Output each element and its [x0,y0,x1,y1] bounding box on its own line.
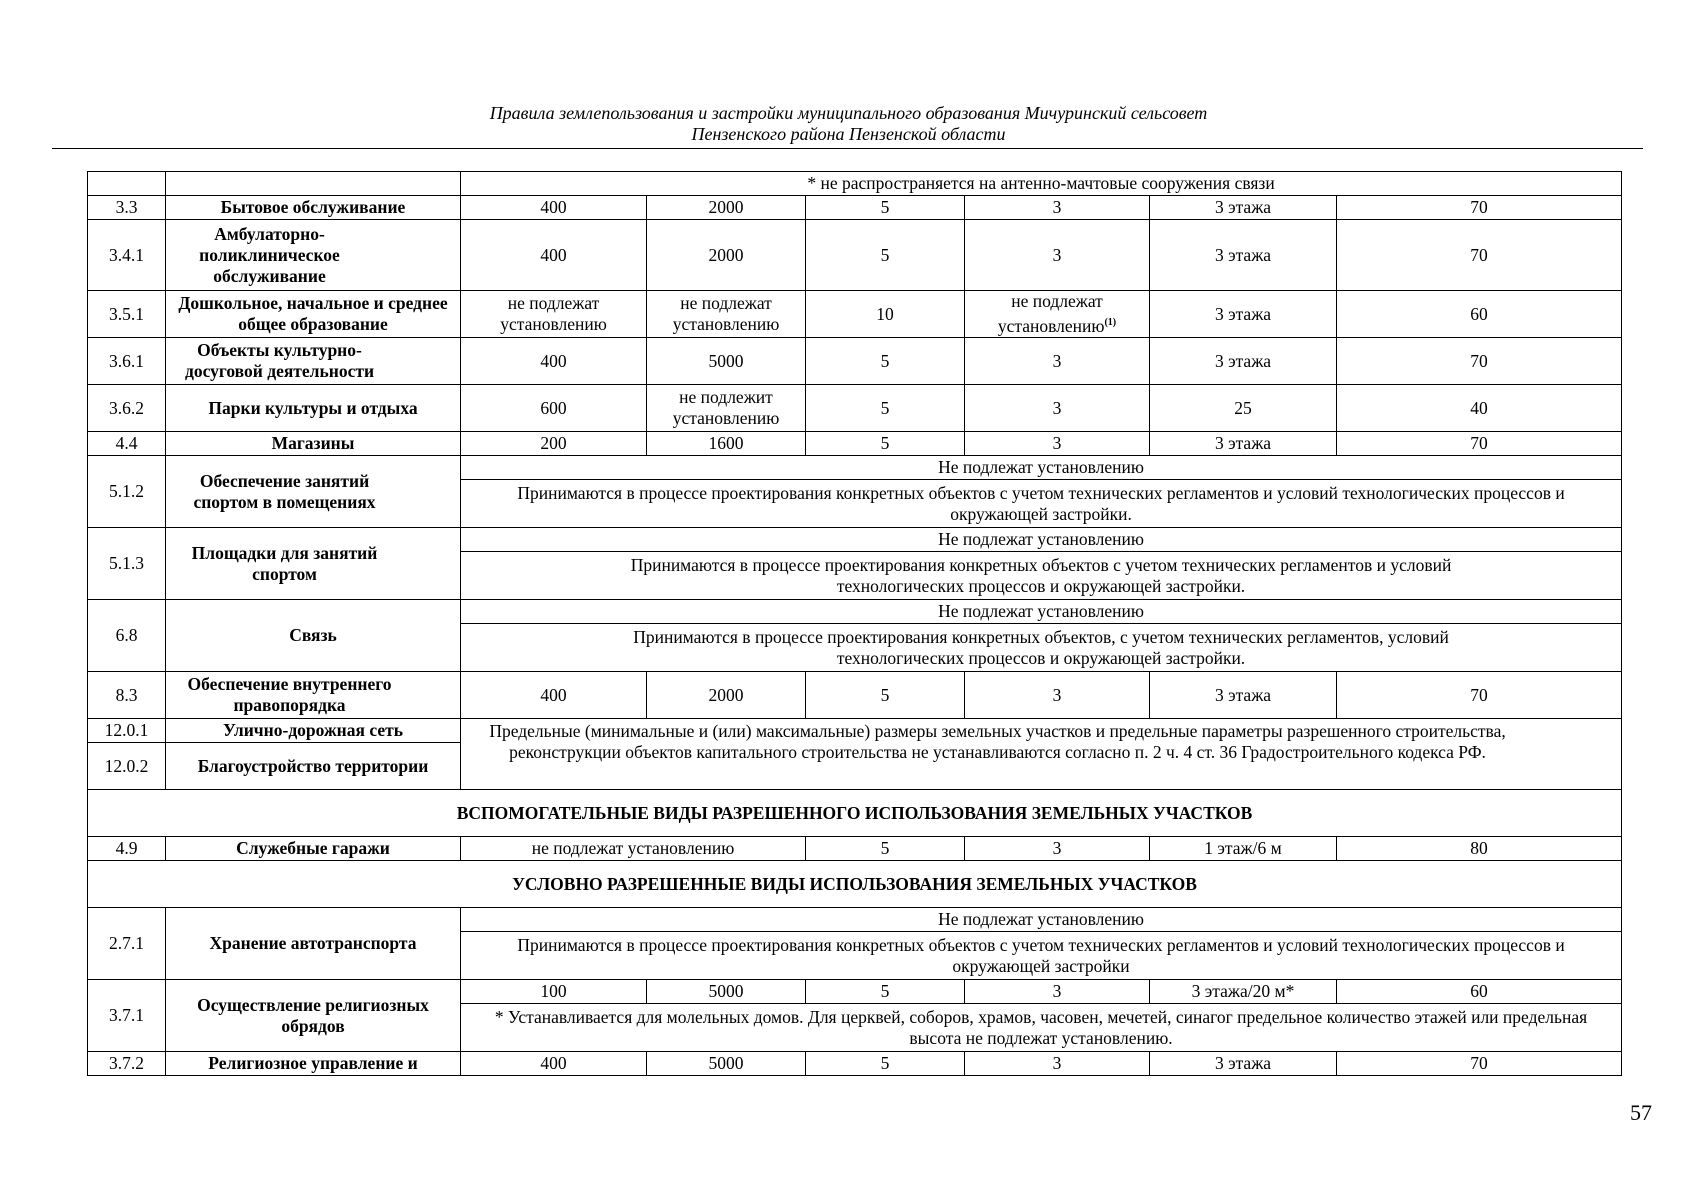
name-cell: Религиозное управление и [166,1052,461,1076]
table-row [88,220,1622,291]
value-cell: не подлежат установлению [647,291,806,338]
span-cell: Не подлежат установлению [461,908,1622,932]
span-cell: Принимаются в процессе проектирования конкретных объектов с учетом технических регламентов и условий технологических процессов и окружающей застройки. [461,552,1622,600]
table-row [88,456,1622,480]
value-cell: 3 этажа/20 м* [1150,980,1337,1004]
value-cell: 60 [1337,980,1622,1004]
value-cell: 3 [965,980,1150,1004]
value-cell: 70 [1337,338,1622,385]
value-cell: 400 [461,1052,647,1076]
value-cell: 70 [1337,220,1622,291]
table-row [88,528,1622,552]
value-cell: 3 этажа [1150,1052,1337,1076]
section-row [88,861,1622,908]
value-cell: 5 [806,432,965,456]
span-cell: Принимаются в процессе проектирования конкретных объектов, с учетом технических регламентов, условий технологических процессов и окружающей застройки. [461,624,1622,672]
name-cell: Обеспечение занятий спортом в помещениях [166,456,461,528]
code-cell: 8.3 [88,672,166,719]
value-cell: 5 [806,338,965,385]
span-cell: Не подлежат установлению [461,600,1622,624]
value-cell: 100 [461,980,647,1004]
name-cell: Улично-дорожная сеть [166,719,461,743]
name-cell: Амбулаторно-поликлиническое обслуживание [166,220,461,291]
value-text: не подлежат установлению [997,291,1105,336]
code-cell: 3.5.1 [88,291,166,338]
value-cell: 70 [1337,432,1622,456]
note-cell: * Устанавливается для молельных домов. Для церквей, соборов, храмов, часовен, мечетей, синагог предельное количество этажей или предельная высота не подлежат установлению. [461,1004,1622,1052]
value-cell: 70 [1337,196,1622,220]
value-cell: 5000 [647,980,806,1004]
header-line-2: Пензенского района Пензенской области [691,124,1006,144]
value-cell: 2000 [647,672,806,719]
value-cell: 5 [806,837,965,861]
table-row [88,980,1622,1004]
table-row [88,837,1622,861]
value-cell: 25 [1150,385,1337,432]
table-row [88,600,1622,624]
name-cell: Площадки для занятий спортом [166,528,461,600]
value-cell: 600 [461,385,647,432]
code-cell: 4.4 [88,432,166,456]
name-cell: Обеспечение внутреннего правопорядка [166,672,461,719]
code-cell: 2.7.1 [88,908,166,980]
value-cell: не подлежат установлению [461,837,806,861]
value-cell: 3 [965,385,1150,432]
table-row [88,432,1622,456]
value-cell: 400 [461,196,647,220]
value-cell: 3 этажа [1150,196,1337,220]
code-cell: 5.1.3 [88,528,166,600]
value-cell: 2000 [647,196,806,220]
header-rule [52,148,1643,149]
name-cell: Хранение автотранспорта [166,908,461,980]
value-cell: 70 [1337,1052,1622,1076]
value-cell: 400 [461,672,647,719]
name-cell [166,172,461,196]
value-cell: 3 [965,432,1150,456]
section-heading: ВСПОМОГАТЕЛЬНЫЕ ВИДЫ РАЗРЕШЕННОГО ИСПОЛЬЗОВАНИЯ ЗЕМЕЛЬНЫХ УЧАСТКОВ [88,790,1622,837]
note-cell: * не распространяется на антенно-мачтовые сооружения связи [461,172,1622,196]
value-cell: 3 этажа [1150,432,1337,456]
value-cell: не подлежат установлению [461,291,647,338]
footnote-mark: (1) [1104,317,1117,329]
table-row [88,291,1622,338]
code-cell: 5.1.2 [88,456,166,528]
value-cell: 200 [461,432,647,456]
header-line-1: Правила землепользования и застройки муниципального образования Мичуринский сельсовет [489,103,1208,123]
value-cell: 400 [461,220,647,291]
name-cell: Дошкольное, начальное и среднее общее образование [166,291,461,338]
table-row [88,385,1622,432]
value-cell: 1 этаж/6 м [1150,837,1337,861]
table-row [88,338,1622,385]
value-cell: 3 [965,196,1150,220]
value-cell: 5 [806,672,965,719]
value-cell: 3 этажа [1150,672,1337,719]
value-cell: 1600 [647,432,806,456]
table-row [88,672,1622,719]
value-cell: 2000 [647,220,806,291]
span-cell: Принимаются в процессе проектирования конкретных объектов с учетом технических регламентов и условий технологических процессов и окружающей застройки [461,932,1622,980]
value-cell: 5 [806,980,965,1004]
name-cell: Благоустройство территории [166,743,461,790]
code-cell: 3.4.1 [88,220,166,291]
value-cell: 5 [806,196,965,220]
code-cell: 12.0.2 [88,743,166,790]
code-cell: 3.6.1 [88,338,166,385]
name-cell: Связь [166,600,461,672]
value-cell: 3 [965,338,1150,385]
value-cell: 3 [965,672,1150,719]
code-cell: 3.6.2 [88,385,166,432]
value-cell: 3 этажа [1150,220,1337,291]
name-cell: Бытовое обслуживание [166,196,461,220]
name-cell: Служебные гаражи [166,837,461,861]
value-cell: 3 этажа [1150,338,1337,385]
section-heading: УСЛОВНО РАЗРЕШЕННЫЕ ВИДЫ ИСПОЛЬЗОВАНИЯ ЗЕМЕЛЬНЫХ УЧАСТКОВ [88,861,1622,908]
name-cell: Магазины [166,432,461,456]
code-cell: 4.9 [88,837,166,861]
value-cell: 5000 [647,1052,806,1076]
name-cell: Парки культуры и отдыха [166,385,461,432]
code-cell [88,172,166,196]
span-cell: Не подлежат установлению [461,456,1622,480]
name-cell: Осуществление религиозных обрядов [166,980,461,1052]
regulations-table [87,171,1622,1076]
value-cell: 10 [806,291,965,338]
value-cell: 5 [806,385,965,432]
table-row [88,908,1622,932]
table-row [88,172,1622,196]
value-cell: 400 [461,338,647,385]
page-number: 57 [1630,1100,1652,1125]
span-cell: Принимаются в процессе проектирования конкретных объектов с учетом технических регламентов и условий технологических процессов и окружающей застройки. [461,480,1622,528]
section-row [88,790,1622,837]
value-cell: 40 [1337,385,1622,432]
page-header [0,103,1697,145]
code-cell: 3.3 [88,196,166,220]
code-cell: 3.7.2 [88,1052,166,1076]
value-cell: 3 [965,1052,1150,1076]
value-cell: не подлежит установлению [647,385,806,432]
table-row [88,719,1622,743]
value-cell: 60 [1337,291,1622,338]
value-cell: 3 [965,837,1150,861]
value-cell: 3 [965,220,1150,291]
value-cell: 80 [1337,837,1622,861]
value-cell: 5000 [647,338,806,385]
value-cell [965,291,1150,338]
table-row [88,196,1622,220]
code-cell: 3.7.1 [88,980,166,1052]
value-cell: 5 [806,220,965,291]
value-cell: 70 [1337,672,1622,719]
table-row [88,1052,1622,1076]
code-cell: 6.8 [88,600,166,672]
code-cell: 12.0.1 [88,719,166,743]
value-cell: 3 этажа [1150,291,1337,338]
name-cell: Объекты культурно-досуговой деятельности [166,338,461,385]
span-cell: Не подлежат установлению [461,528,1622,552]
value-cell: 5 [806,1052,965,1076]
span-cell: Предельные (минимальные и (или) максимальные) размеры земельных участков и предельные параметры разрешенного строительства, реконструкции объектов капитального строительства не устанавливаются согласно п. 2 ч. 4 ст. 36 Градостроительного кодекса РФ. [461,719,1622,790]
